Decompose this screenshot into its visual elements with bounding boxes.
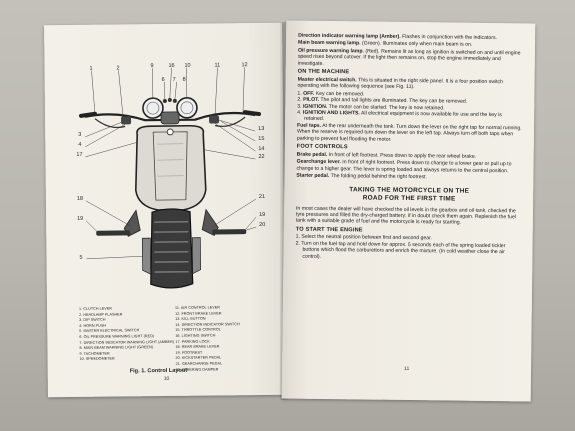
callout-number: 19 [259, 211, 266, 219]
figure-caption: Fig. 1. Control Layout [129, 367, 188, 375]
legend-item: 18. REAR BRAKE LEVER [175, 344, 220, 350]
legend-item: 5. MASTER ELECTRICAL SWITCH [79, 328, 140, 334]
legend-item: 13. KILL BUTTON [175, 316, 206, 322]
section-heading: TO START THE ENGINE [295, 226, 363, 234]
paragraph [297, 76, 523, 92]
chapter-heading-line: ROAD FOR THE FIRST TIME [362, 193, 456, 203]
callout-number: 21 [258, 193, 266, 201]
callout-number: 11 [214, 62, 221, 69]
list-item: 1. OFF. Key can be removed. [297, 90, 365, 98]
callout-number: 1 [89, 65, 93, 72]
legend-item: 3. DIP SWITCH [79, 317, 106, 323]
callout-number: 12 [241, 62, 248, 69]
paragraph-body: (Red). Remains lit as long as ignition is switched on and until engine speed rises beyond cutover. If the light then remains on, stop the engine immediately and investigate. [297, 48, 521, 67]
paragraph-lead: Main beam warning lamp. [298, 40, 361, 47]
callout-number: 2 [116, 65, 120, 72]
left-page [44, 23, 286, 397]
callout-number: 19 [77, 215, 84, 222]
callout-number: 5 [79, 254, 83, 261]
list-item: 2. PILOT. The pilot and tail lights are illuminated. The key can be removed. [297, 96, 468, 105]
chapter-heading [296, 185, 522, 204]
legend-item: 22. STEERING DAMPER [175, 366, 219, 372]
motorcycle-control-diagram [74, 59, 266, 293]
paragraph-body: In front of left footrest. Press down to apply the rear wheel brake. [327, 151, 477, 160]
legend-item: 15. THROTTLE CONTROL [175, 327, 221, 333]
paragraph-lead: Starter pedal. [296, 172, 330, 180]
list-item: 1. Select the neutral position between first and second gear. [295, 233, 433, 242]
right-page-text [295, 33, 524, 263]
paragraph-lead: Direction indicator warning lamp (Amber). [298, 32, 401, 40]
list-item: 2. Turn on the fuel tap and hold down for approx. 5 seconds each of the spring loaded tickler buttons which flood the carburettors and enrich the mixture. (In cold weather close the air control). [295, 240, 506, 260]
callout-number: 13 [258, 125, 265, 133]
legend-item: 16. LIGHTING SWITCH [175, 333, 216, 338]
paragraph [296, 159, 522, 175]
right-page [282, 20, 536, 401]
start-steps-list [295, 234, 521, 263]
paragraph [296, 173, 522, 182]
callout-number: 3 [78, 131, 82, 138]
page-number: 10 [163, 375, 170, 383]
paragraph-body: At the rear underneath the tank. Turn down the lever on the right tap for normal running. When the reserve is required turn down the lever on the left tap. Always turn off both taps when parking to prevent fuel flooding the motor. [296, 122, 522, 143]
legend-item: 20. KICKSTARTER PEDAL [175, 355, 222, 361]
paragraph-body: This is situated in the right side panel. It is a four position switch operating with the following sequence (see Fig. 11). [297, 77, 503, 91]
callout-number: 9 [150, 63, 154, 70]
legend-item: 14. DIRECTION INDICATOR SWITCH [175, 322, 240, 327]
chapter-heading-line: TAKING THE MOTORCYCLE ON THE [349, 185, 470, 195]
callout-number: 20 [259, 221, 266, 229]
callout-number: 4 [78, 141, 82, 148]
paragraph-body: (Green). Illuminates only when main beam is on. [360, 40, 473, 49]
section-heading: FOOT CONTROLS [296, 143, 348, 151]
callout-number: 6 [161, 76, 165, 84]
legend-item: 4. HORN PUSH [79, 323, 107, 328]
paragraph-lead: Master electrical switch. [297, 76, 357, 84]
legend-item: 19. FOOTREST [175, 350, 203, 355]
legend-item: 8. MAIN BEAM WARNING LIGHT (GREEN) [79, 345, 154, 351]
paragraph-body: In front of right footrest. Press down to change to a lower gear or pull up to change to a higher gear. The lever is spring loaded and always returns to the central position. [296, 159, 512, 174]
list-item: 4. IGNITION AND LIGHTS. All electrical equipment is now available for use and the key is retained. [297, 109, 502, 123]
callout-number: 14 [258, 145, 265, 153]
legend-item: 11. AIR CONTROL LEVER [175, 305, 220, 310]
callout-number: 22 [258, 153, 265, 161]
paragraph [298, 48, 524, 70]
list-item: 3. IGNITION. The motor can be started. The key is now retained. [297, 103, 445, 111]
page-number: 11 [404, 365, 410, 373]
callout-number: 7 [172, 76, 176, 83]
paragraph-lead: Gearchange lever. [296, 158, 341, 166]
callout-number: 10 [184, 62, 191, 69]
legend-item: 21. GEARCHANGE PEDAL [175, 361, 223, 366]
paragraph-lead: Oil pressure warning lamp. [297, 47, 364, 55]
switch-position-list [297, 90, 523, 125]
paragraph [297, 123, 523, 145]
legend-right-column [175, 305, 240, 373]
callout-number: 16 [168, 62, 175, 69]
legend-item: 1. CLUTCH LEVER [79, 306, 112, 311]
legend-item: 12. FRONT BRAKE LEVER [175, 311, 222, 316]
legend-left-column [79, 306, 174, 363]
callout-number: 18 [76, 195, 84, 202]
callout-number: 17 [76, 151, 83, 158]
legend-item: 9. TACHOMETER [79, 351, 110, 356]
paragraph-lead: Fuel taps. [296, 122, 322, 129]
paragraph-lead: Brake pedal. [296, 151, 328, 158]
legend-item: 2. HEADLAMP FLASHER [79, 312, 123, 317]
paragraph: In most cases the dealer will have checked the oil levels in the gearbox and oil tank, checked the tyre pressures and filled the dry-charged battery; if in doubt check them again. Replenish the fuel tank with a suitable grade of fuel and the motorcycle is ready for starting. [295, 205, 516, 227]
legend-item: 17. PARKING LOCK [175, 339, 210, 344]
callout-number: 8 [182, 76, 186, 83]
callout-number: 15 [258, 135, 265, 143]
legend-item: 10. SPEEDOMETER [79, 356, 115, 362]
legend-item: 6. OIL PRESSURE WARNING LIGHT (RED) [79, 334, 155, 339]
paragraph-body: Flashes in conjunction with the indicators. [400, 33, 497, 42]
section-heading: ON THE MACHINE [297, 68, 350, 76]
paragraph-body: The folding pedal behind the right footrest. [329, 173, 427, 181]
legend-item: 7. DIRECTION INDICATOR WARNING LIGHT (AMBER) [79, 339, 175, 345]
